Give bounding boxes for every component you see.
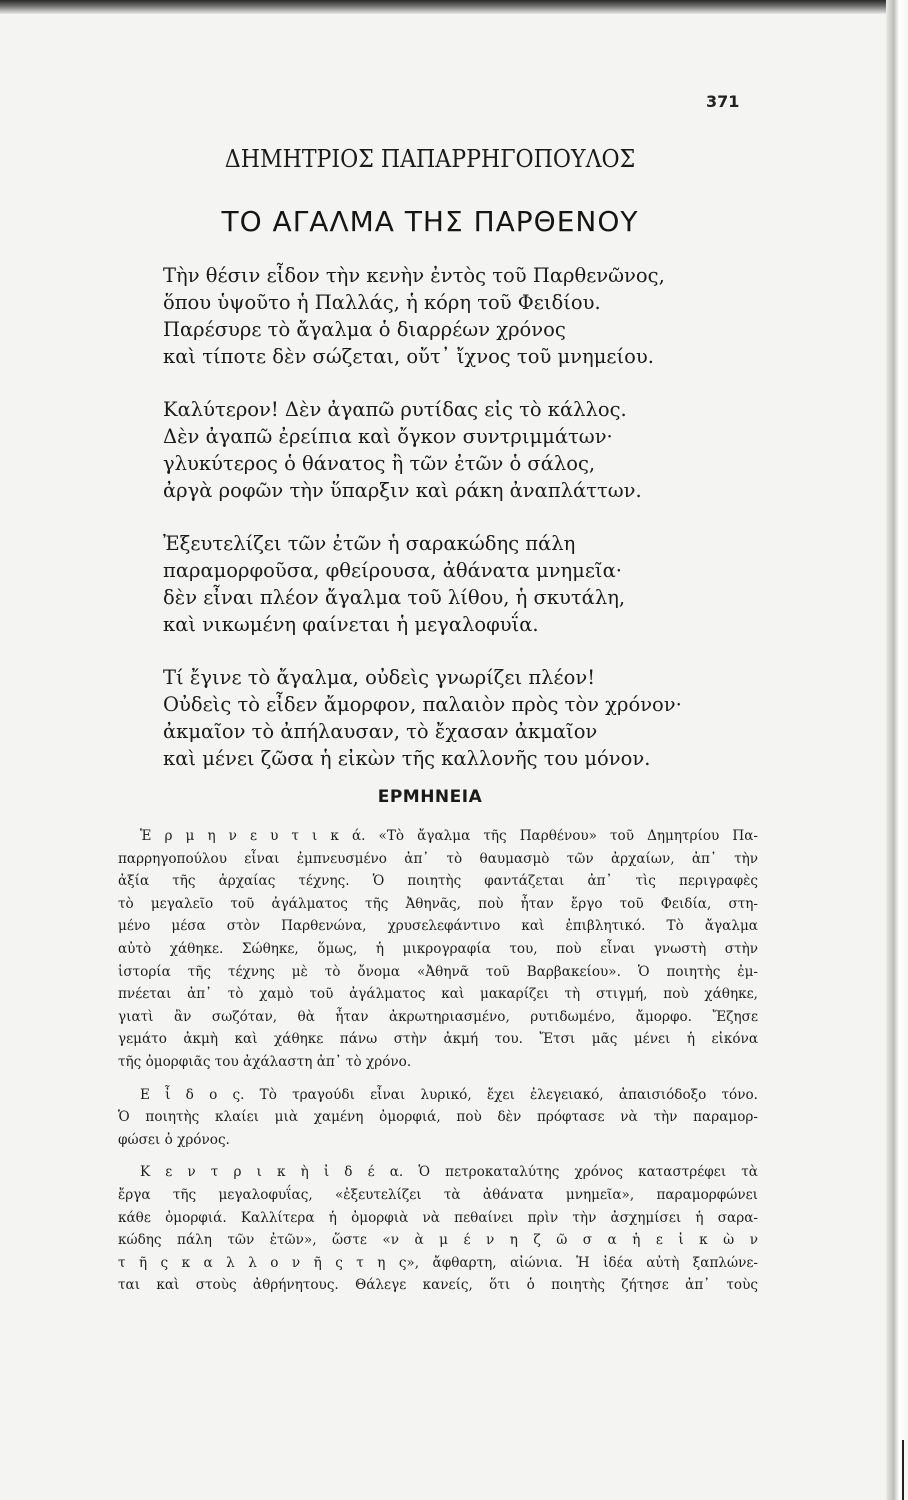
- text-line: τῆς ὀμορφιᾶς του ἀχάλαστη ἀπ᾽ τὸ χρόνο.: [118, 1053, 412, 1070]
- verse-line: Ἐξευτελίζει τῶν ἐτῶν ἡ σαρακώδης πάλη: [163, 532, 576, 555]
- commentary-heading: ΕΡΜΗΝΕΙΑ: [377, 787, 483, 807]
- stanza: [163, 530, 683, 638]
- text-line: κάθε ὀμορφιά. Καλλίτερα ἡ ὀμορφιὰ νὰ πεθαίνει πρὶν τὴν ἀσχημίσει ἡ σαρα-: [118, 1209, 758, 1226]
- verse-line: γλυκύτερος ὁ θάνατος ἢ τῶν ἐτῶν ὁ σάλος,: [163, 452, 596, 475]
- text-line: αὐτὸ χάθηκε. Σώθηκε, ὅμως, ἡ μικρογραφία του, ποὺ εἶναι γνωστὴ στὴν: [118, 940, 758, 957]
- text-line: ἔργα τῆς μεγαλοφυΐας, «ἐξευτελίζει τὰ ἀθάνατα μνημεῖα», παραμορφώνει: [118, 1186, 758, 1203]
- verse-line: καὶ μένει ζῶσα ἡ εἰκὼν τῆς καλλονῆς του μόνον.: [163, 747, 651, 770]
- verse-line: Καλύτερον! Δὲν ἀγαπῶ ρυτίδας εἰς τὸ κάλλος.: [163, 398, 627, 421]
- verse-line: ἀργὰ ροφῶν τὴν ὕπαρξιν καὶ ράκη ἀναπλάττων.: [163, 479, 642, 502]
- poem: [163, 262, 683, 798]
- verse-line: Δὲν ἀγαπῶ ἐρείπια καὶ ὄγκον συντριμμάτων·: [163, 425, 613, 448]
- text-line: πνέεται ἀπ᾽ τὸ χαμὸ τοῦ ἀγάλματος καὶ μακαρίζει τὴ στιγμή, ποὺ χάθηκε,: [118, 986, 758, 1003]
- text-line: κώδης πάλη τῶν ἐτῶν», ὥστε «ν ὰ μ έ ν η ζ ῶ σ α ἡ ε ἰ κ ὼ ν: [118, 1232, 758, 1249]
- verse-line: Τὴν θέσιν εἶδον τὴν κενὴν ἐντὸς τοῦ Παρθενῶνος,: [163, 264, 665, 287]
- page-top-edge: [0, 0, 908, 14]
- poem-title: ΤΟ ΑΓΑΛΜΑ ΤΗΣ ΠΑΡΘΕΝΟΥ: [221, 205, 639, 238]
- verse-line: καὶ νικωμένη φαίνεται ἡ μεγαλοφυΐα.: [163, 613, 539, 636]
- commentary-paragraph-genre: [118, 1084, 758, 1152]
- page-right-edge: [886, 0, 908, 1500]
- verse-line: καὶ τίποτε δὲν σώζεται, οὔτ᾽ ἴχνος τοῦ μνημείου.: [163, 345, 654, 368]
- page-number: 371: [706, 92, 740, 111]
- text-line: γεμάτο ἀκμὴ καὶ χάθηκε πάνω στὴν ἀκμή του. Ἔτσι μᾶς μένει ἡ εἰκόνα: [118, 1031, 758, 1048]
- commentary-paragraph-interpretation: [118, 825, 758, 1074]
- verse-line: Τί ἔγινε τὸ ἄγαλμα, οὐδεὶς γνωρίζει πλέον!: [163, 666, 596, 689]
- text-line: Ὁ ποιητὴς κλαίει μιὰ χαμένη ὀμορφιά, ποὺ δὲν πρόφτασε νὰ τὴν παραμορ-: [118, 1109, 758, 1126]
- verse-line: Οὐδεὶς τὸ εἶδεν ἄμορφον, παλαιὸν πρὸς τὸν χρόνον·: [163, 693, 682, 716]
- verse-line: Παρέσυρε τὸ ἄγαλμα ὁ διαρρέων χρόνος: [163, 318, 566, 341]
- text-line: ἀξία τῆς ἀρχαίας τέχνης. Ὁ ποιητὴς φαντάζεται ἀπ᾽ τὶς περιγραφὲς: [118, 873, 758, 890]
- verse-line: παραμορφοῦσα, φθείρουσα, ἀθάνατα μνημεῖα·: [163, 559, 622, 582]
- stanza: [163, 396, 683, 504]
- text-line: παρρηγοπούλου εἶναι ἐμπνευσμένο ἀπ᾽ τὸ θαυμασμὸ τῶν ἀρχαίων, ἀπ᾽ τὴν: [118, 850, 758, 867]
- text-line: τὸ μεγαλεῖο τοῦ ἀγάλματος τῆς Ἀθηνᾶς, ποὺ ἦταν ἔργο τοῦ Φειδία, στη-: [118, 895, 758, 912]
- stanza: [163, 262, 683, 370]
- author-name: ΔΗΜΗΤΡΙΟΣ ΠΑΠΑΡΡΗΓΟΠΟΥΛΟΣ: [224, 145, 636, 173]
- text-line: ἱστορία τῆς τέχνης μὲ τὸ ὄνομα «Ἀθηνᾶ τοῦ Βαρβακείου». Ὁ ποιητὴς ἐμ-: [118, 963, 758, 980]
- text-line: Ε ἶ δ ο ς. Τὸ τραγούδι εἶναι λυρικό, ἔχει ἐλεγειακό, ἀπαισιόδοξο τόνο.: [140, 1086, 758, 1103]
- text-line: Ἑ ρ μ η ν ε υ τ ι κ ά. «Τὸ ἄγαλμα τῆς Παρθένου» τοῦ Δημητρίου Πα-: [140, 828, 758, 844]
- commentary-paragraph-central-idea: [118, 1161, 758, 1297]
- text-line: μένο μέσα στὸν Παρθενώνα, χρυσελεφάντινο καὶ ἐπιβλητικό. Τὸ ἄγαλμα: [118, 918, 758, 935]
- text-line: Κ ε ν τ ρ ι κ ὴ ἰ δ έ α. Ὁ πετροκαταλύτης χρόνος καταστρέφει τὰ: [140, 1164, 758, 1181]
- verse-line: ὅπου ὑψοῦτο ἡ Παλλάς, ἡ κόρη τοῦ Φειδίου.: [163, 291, 601, 314]
- verse-line: δὲν εἶναι πλέον ἄγαλμα τοῦ λίθου, ἡ σκυτάλη,: [163, 586, 626, 609]
- text-line: ται καὶ στοὺς ἀθρήνητους. Θάλεγε κανείς, ὅτι ὁ ποιητὴς ζήτησε ἀπ᾽ τοὺς: [118, 1277, 758, 1294]
- stanza: [163, 664, 683, 772]
- commentary: [118, 825, 758, 1307]
- text-line: φώσει ὁ χρόνος.: [118, 1131, 230, 1148]
- text-line: τ ῆ ς κ α λ λ ο ν ῆ ς τ η ς», ἄφθαρτη, αἰώνια. Ἡ ἰδέα αὐτὴ ξαπλώνε-: [118, 1254, 758, 1271]
- text-line: γιατὶ ἂν σωζόταν, θὰ ἦταν ἀκρωτηριασμένο, ρυτιδωμένο, ἄμορφο. Ἔζησε: [118, 1008, 758, 1025]
- page-edge-mark: [902, 1440, 904, 1500]
- verse-line: ἀκμαῖον τὸ ἀπήλαυσαν, τὸ ἔχασαν ἀκμαῖον: [163, 720, 598, 743]
